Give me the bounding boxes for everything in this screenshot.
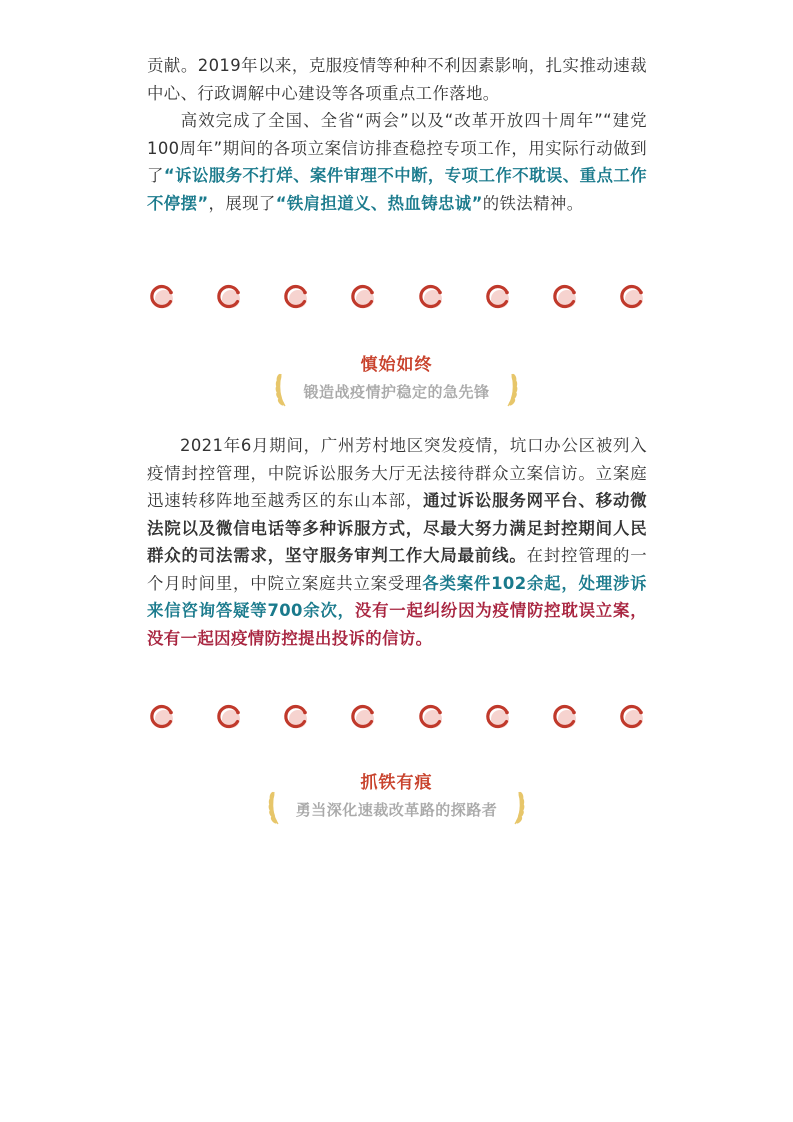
- epidemic-text-1: 2021年6月期间，广州芳村地区突发疫情，坑口办公区被列入疫情封控管理，中院诉讼服务大厅无法接待群众立案信访。立案庭迅速转移阵地至越秀区的东山本部，: [147, 436, 647, 510]
- swirl-circle-icon: [618, 702, 648, 736]
- achievement-text-2: ，展现了: [208, 193, 276, 213]
- swirl-circle-icon: [551, 702, 581, 736]
- swirl-circle-icon: [551, 282, 581, 316]
- swirl-circle-icon: [417, 282, 447, 316]
- ring-divider: [148, 284, 648, 314]
- ring-divider: [148, 704, 648, 734]
- laurel-left-icon: [264, 788, 282, 830]
- laurel-right-icon: [504, 370, 522, 412]
- section-title: 慎始如终: [360, 355, 433, 375]
- swirl-circle-icon: [215, 282, 245, 316]
- laurel-left-icon: [271, 370, 289, 412]
- swirl-circle-icon: [148, 702, 178, 736]
- intro-text: 贡献。2019年以来，克服疫情等种种不利因素影响，扎实推动速裁中心、行政调解中心建设等各项重点工作落地。: [147, 56, 647, 103]
- achievement-text-3: 的铁法精神。: [482, 193, 584, 213]
- epidemic-highlight-1: 各类案件102余起，处理涉诉来信咨询答疑等700余次，: [147, 573, 647, 620]
- swirl-circle-icon: [349, 282, 379, 316]
- achievement-text-1: 高效完成了全国、全省“两会”以及“改革开放四十周年”“建党100周年”期间的各项立案信访排查稳控专项工作，用实际行动做到了: [147, 111, 647, 185]
- swirl-circle-icon: [148, 282, 178, 316]
- achievement-highlight-2: “铁肩担道义、热血铸忠诚”: [275, 193, 483, 213]
- swirl-circle-icon: [349, 702, 379, 736]
- swirl-circle-icon: [484, 282, 514, 316]
- section-subtitle: 锻造战疫情护稳定的急先锋: [303, 382, 490, 401]
- section-subtitle-row: [0, 371, 793, 411]
- laurel-right-icon: [511, 788, 529, 830]
- achievement-highlight-1: “诉讼服务不打烊、案件审理不中断，专项工作不耽误、重点工作不停摆”: [147, 166, 647, 213]
- swirl-circle-icon: [484, 702, 514, 736]
- section-subtitle: 勇当深化速裁改革路的探路者: [295, 800, 498, 819]
- swirl-circle-icon: [215, 702, 245, 736]
- intro-paragraph: [147, 52, 647, 107]
- epidemic-paragraph: [147, 432, 647, 652]
- section-subtitle-row: [0, 789, 793, 829]
- epidemic-highlight-2: 没有一起纠纷因为疫情防控耽误立案，没有一起因疫情防控提出投诉的信访。: [147, 601, 647, 648]
- swirl-circle-icon: [618, 282, 648, 316]
- swirl-circle-icon: [282, 702, 312, 736]
- achievement-paragraph: [147, 107, 647, 217]
- section-title: 抓铁有痕: [360, 773, 433, 793]
- swirl-circle-icon: [417, 702, 447, 736]
- epidemic-text-2: 在封控管理的一个月时间里，中院立案庭共立案受理: [147, 546, 647, 593]
- swirl-circle-icon: [282, 282, 312, 316]
- epidemic-bold-1: 通过诉讼服务网平台、移动微法院以及微信电话等多种诉服方式，尽最大努力满足封控期间人民群众的司法需求，坚守服务审判工作大局最前线。: [147, 491, 648, 565]
